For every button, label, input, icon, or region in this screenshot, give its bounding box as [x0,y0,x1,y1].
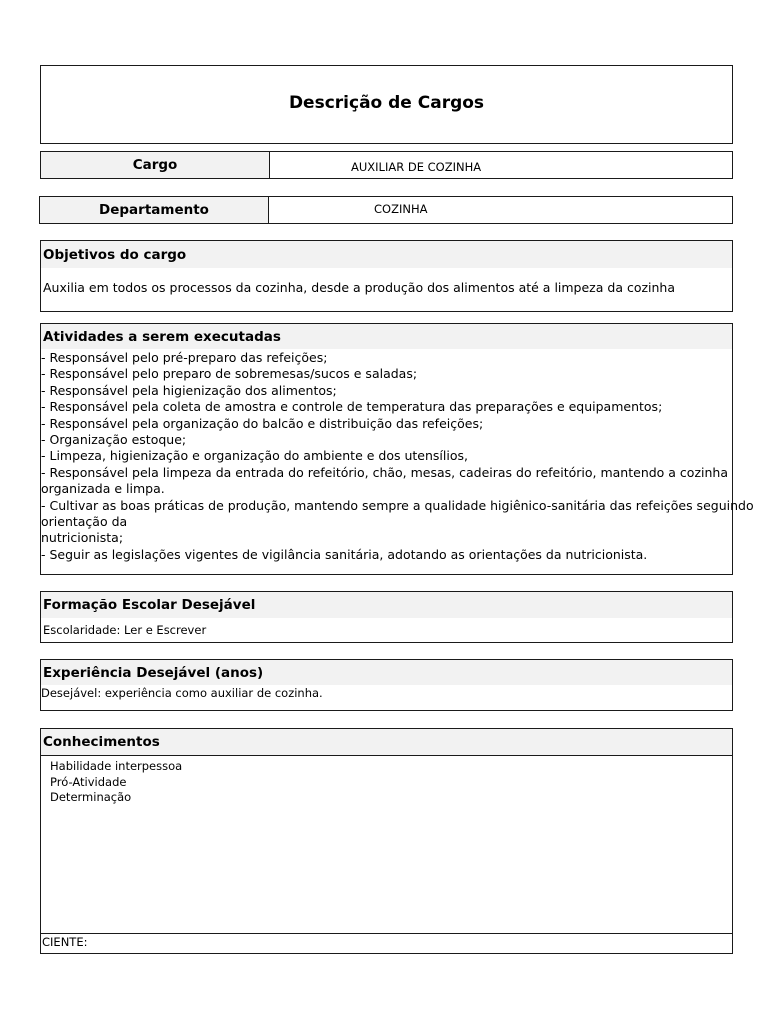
conhecimentos-list [41,759,732,806]
page-title: Descrição de Cargos [288,92,485,113]
objetivos-heading: Objetivos do cargo [41,241,732,268]
objetivos-text: Auxilia em todos os processos da cozinha, desde a produção dos alimentos até a limpeza da cozinha [43,280,676,295]
atividades-heading: Atividades a serem executadas [41,324,732,349]
conhecimento-item: Determinação [50,790,132,804]
conhecimentos-section [40,728,733,954]
atividade-line: - Responsável pelo pré-preparo das refeições; [41,350,328,365]
atividade-line: - Limpeza, higienização e organização do ambiente e dos utensílios, [41,448,468,464]
departamento-value: COZINHA [374,202,428,216]
atividade-line: nutricionista; [41,530,124,546]
atividade-line: - Responsável pelo preparo de sobremesas/sucos e saladas; [41,366,418,382]
cargo-label: Cargo [41,152,270,178]
experiencia-heading: Experiência Desejável (anos) [41,660,732,685]
conhecimento-item: Pró-Atividade [50,774,127,789]
atividade-line: - Responsável pela limpeza da entrada do refeitório, chão, mesas, cadeiras do refeitório, mantendo a cozinha [41,464,728,480]
conhecimentos-heading: Conhecimentos [41,729,732,756]
atividade-line: - Responsável pela coleta de amostra e controle de temperatura das preparações e equipamentos; [41,399,663,415]
atividade-line: - Seguir as legislações vigentes de vigilância sanitária, adotando as orientações da nutricionista. [41,546,648,562]
experiencia-text: Desejável: experiência como auxiliar de cozinha. [41,686,323,700]
atividade-line: orientação da [41,514,128,530]
departamento-label: Departamento [40,197,269,223]
atividade-line: organizada e limpa. [41,481,165,497]
experiencia-section [40,659,733,711]
atividades-section [40,323,754,575]
formacao-heading: Formação Escolar Desejável [41,592,732,618]
atividades-list [41,350,754,563]
formacao-section [40,591,733,643]
departamento-row [39,196,733,224]
ciente-label: CIENTE: [42,935,88,949]
atividade-line: - Responsável pela higienização dos alimentos; [41,382,337,398]
atividade-line: - Organização estoque; [41,432,187,448]
title-box [40,65,733,144]
atividade-line: - Cultivar as boas práticas de produção, mantendo sempre a qualidade higiênico-sanitária das refeições seguindo [41,497,754,513]
cargo-row [40,151,733,179]
cargo-value: AUXILIAR DE COZINHA [351,160,482,174]
objetivos-section [40,240,733,312]
formacao-text: Escolaridade: Ler e Escrever [43,623,207,637]
ciente-divider [41,933,732,934]
atividade-line: - Responsável pela organização do balcão e distribuição das refeições; [41,415,484,431]
conhecimento-item: Habilidade interpessoa [50,759,183,773]
